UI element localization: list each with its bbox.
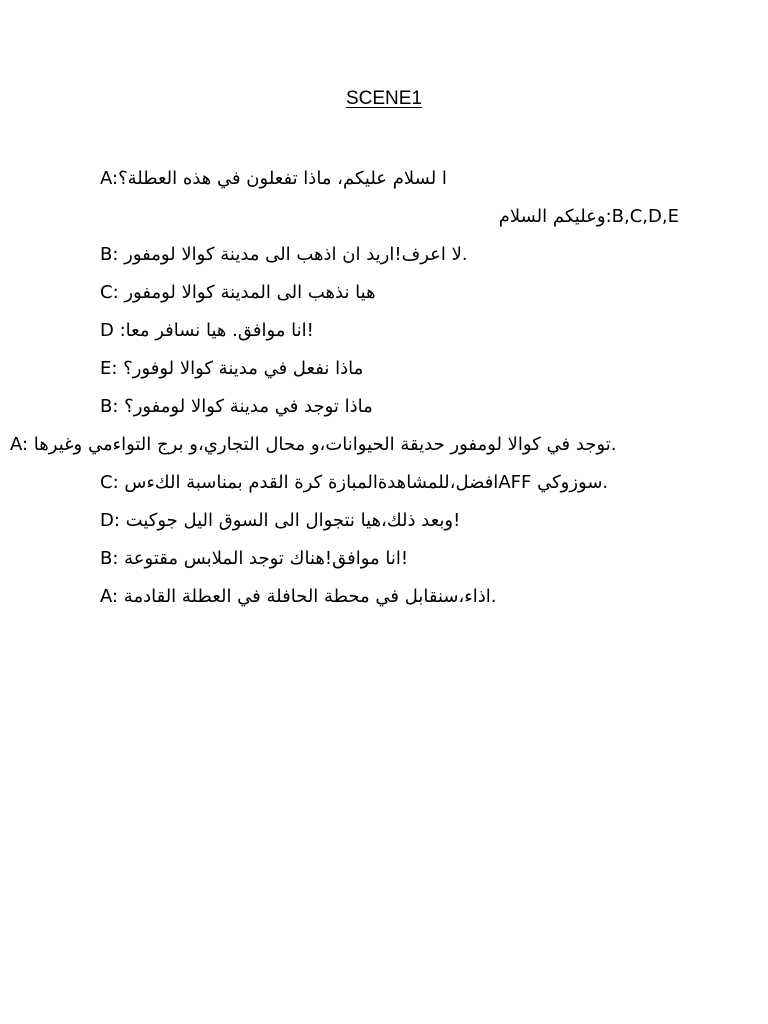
dialogue-line-b-1: B: لا اعرف!اريد ان اذهب الى مدينة كوالا لومفور. — [100, 244, 468, 265]
dialogue-lines — [10, 160, 679, 616]
dialogue-line-e-1: E: ماذا نفعل في مدينة كوالا لوفور؟ — [100, 358, 364, 379]
dialogue-line-a-greeting: A:ا لسلام عليكم، ماذا تفعلون في هذه العطلة؟ — [100, 168, 447, 189]
dialogue-line-a-3: A: اذاء،سنقابل في محطة الحافلة في العطلة القادمة. — [100, 586, 497, 607]
dialogue-line-c-2: C: افضل،للمشاهدةالمبازة كرة القدم بمناسبة الكءسAFF سوزوكي. — [100, 472, 609, 493]
dialogue-line-d-2: D: وبعد ذلك،هيا نتجوال الى السوق اليل جوكيت! — [100, 510, 461, 531]
dialogue-line-b-2: B: ماذا توجد في مدينة كوالا لومفور؟ — [100, 396, 373, 417]
scene-title: SCENE1 — [345, 88, 423, 109]
dialogue-line-bcde-reply — [100, 198, 678, 236]
dialogue-line-bcde-text: B,C,D,E:وعليكم السلام — [498, 206, 679, 227]
dialogue-line-c-1: C: هيا نذهب الى المدينة كوالا لومفور — [100, 282, 376, 303]
dialogue-line-d-1: D :انا موافق. هيا نسافر معا! — [100, 320, 314, 341]
dialogue-line-a-2: A: توجد في كوالا لومفور حديقة الحيوانات،و محال التجاري،و برج التواءمي وغيرها. — [10, 434, 617, 455]
dialogue-line-b-3: B: انا موافق!هناك توجد الملابس مقتوعة! — [100, 548, 409, 569]
